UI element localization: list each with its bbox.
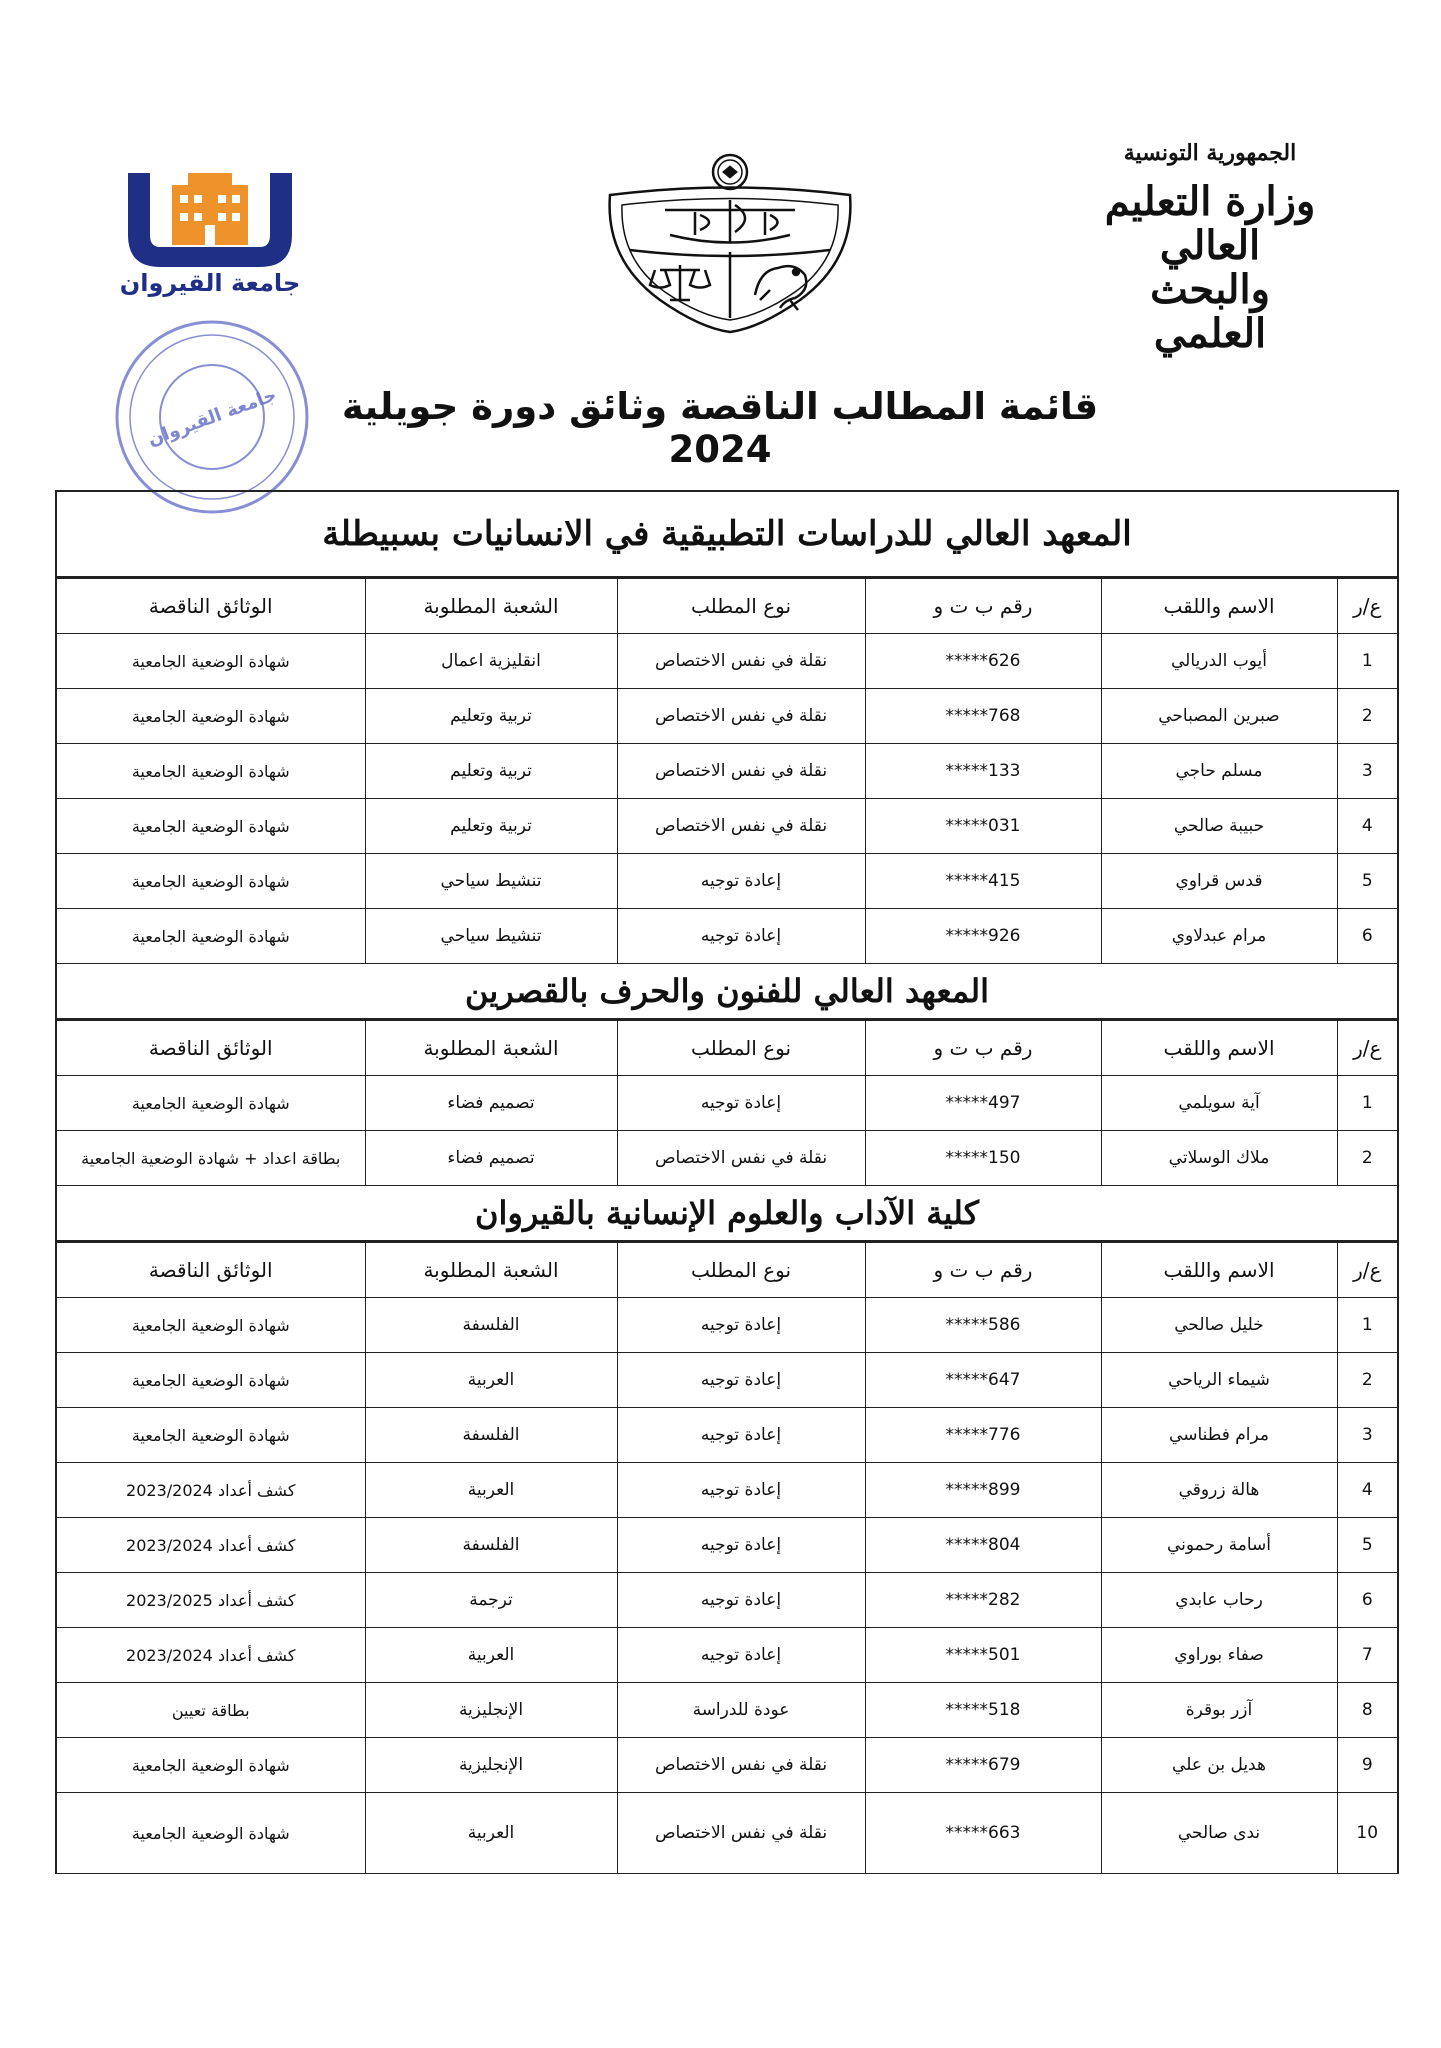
student-name: شيماء الرياحي [1101,1353,1337,1408]
student-name: مرام عبدلاوي [1101,909,1337,964]
request-type: إعادة توجيه [617,854,865,909]
sections-container [57,492,1397,1874]
requested-branch: العربية [365,1793,617,1874]
table-row [57,1408,1397,1463]
request-type: نقلة في نفس الاختصاص [617,689,865,744]
row-number: 10 [1337,1793,1397,1874]
student-id: *****415 [865,854,1101,909]
header-missing-docs: الوثائق الناقصة [57,1243,365,1298]
student-id: *****663 [865,1793,1101,1874]
header-number: ع/ر [1337,1021,1397,1076]
student-id: *****768 [865,689,1101,744]
table-row [57,689,1397,744]
request-type: إعادة توجيه [617,1076,865,1131]
requested-branch: الفلسفة [365,1518,617,1573]
row-number: 8 [1337,1683,1397,1738]
request-type: إعادة توجيه [617,1408,865,1463]
student-name: هديل بن علي [1101,1738,1337,1793]
student-id: *****518 [865,1683,1101,1738]
row-number: 7 [1337,1628,1397,1683]
missing-documents: كشف أعداد 2023/2025 [57,1573,365,1628]
header-id: رقم ب ت و [865,579,1101,634]
header-name: الاسم واللقب [1101,579,1337,634]
header-request-type: نوع المطلب [617,1243,865,1298]
stamp-text: جامعة القيروان [144,384,280,451]
table-row [57,854,1397,909]
header-row [57,1243,1397,1298]
student-id: *****647 [865,1353,1101,1408]
row-number: 1 [1337,1076,1397,1131]
request-type: إعادة توجيه [617,1463,865,1518]
missing-documents: شهادة الوضعية الجامعية [57,1353,365,1408]
missing-documents: شهادة الوضعية الجامعية [57,909,365,964]
missing-documents: كشف أعداد 2023/2024 [57,1463,365,1518]
table-row [57,1353,1397,1408]
row-number: 4 [1337,799,1397,854]
student-id: *****150 [865,1131,1101,1186]
table-row [57,1298,1397,1353]
request-type: عودة للدراسة [617,1683,865,1738]
request-type: إعادة توجيه [617,909,865,964]
request-type: نقلة في نفس الاختصاص [617,634,865,689]
table-row [57,909,1397,964]
requested-branch: تربية وتعليم [365,744,617,799]
section-title: المعهد العالي للدراسات التطبيقية في الانسانيات بسبيطلة [57,492,1397,578]
row-number: 6 [1337,909,1397,964]
row-number: 1 [1337,634,1397,689]
university-logo-text: جامعة القيروان [119,269,301,297]
header-id: رقم ب ت و [865,1243,1101,1298]
student-id: *****282 [865,1573,1101,1628]
table-row [57,1738,1397,1793]
requested-branch: الإنجليزية [365,1738,617,1793]
requested-branch: تنشيط سياحي [365,854,617,909]
request-type: إعادة توجيه [617,1298,865,1353]
missing-documents: كشف أعداد 2023/2024 [57,1518,365,1573]
requested-branch: تنشيط سياحي [365,909,617,964]
header-missing-docs: الوثائق الناقصة [57,579,365,634]
student-id: *****804 [865,1518,1101,1573]
request-type: نقلة في نفس الاختصاص [617,1793,865,1874]
row-number: 9 [1337,1738,1397,1793]
header-request-type: نوع المطلب [617,1021,865,1076]
header-row [57,579,1397,634]
ministry-name-line2: والبحث العلمي [1150,266,1270,357]
header-name: الاسم واللقب [1101,1021,1337,1076]
table-row [57,1518,1397,1573]
requested-branch: الفلسفة [365,1408,617,1463]
student-name: ملاك الوسلاتي [1101,1131,1337,1186]
header-branch: الشعبة المطلوبة [365,1243,617,1298]
row-number: 3 [1337,1408,1397,1463]
missing-documents: شهادة الوضعية الجامعية [57,634,365,689]
requested-branch: تصميم فضاء [365,1131,617,1186]
university-logo [110,165,310,300]
student-name: ندى صالحي [1101,1793,1337,1874]
table-row [57,1463,1397,1518]
requested-branch: الفلسفة [365,1298,617,1353]
missing-documents: شهادة الوضعية الجامعية [57,1298,365,1353]
row-number: 4 [1337,1463,1397,1518]
header-branch: الشعبة المطلوبة [365,1021,617,1076]
requested-branch: العربية [365,1353,617,1408]
student-name: حبيبة صالحي [1101,799,1337,854]
table-row [57,1573,1397,1628]
student-id: *****899 [865,1463,1101,1518]
student-id: *****776 [865,1408,1101,1463]
table-row [57,744,1397,799]
row-number: 2 [1337,1353,1397,1408]
requested-branch: ترجمة [365,1573,617,1628]
header-number: ع/ر [1337,579,1397,634]
student-name: آزر بوقرة [1101,1683,1337,1738]
student-name: صفاء بوراوي [1101,1628,1337,1683]
header-name: الاسم واللقب [1101,1243,1337,1298]
requests-table [55,490,1399,1874]
requested-branch: الإنجليزية [365,1683,617,1738]
row-number: 5 [1337,1518,1397,1573]
request-type: نقلة في نفس الاختصاص [617,1738,865,1793]
request-type: نقلة في نفس الاختصاص [617,799,865,854]
header-branch: الشعبة المطلوبة [365,579,617,634]
student-id: *****626 [865,634,1101,689]
header-number: ع/ر [1337,1243,1397,1298]
student-name: هالة زروقي [1101,1463,1337,1518]
requested-branch: تصميم فضاء [365,1076,617,1131]
table-row [57,1683,1397,1738]
requested-branch: تربية وتعليم [365,799,617,854]
student-name: أسامة رحموني [1101,1518,1337,1573]
header-id: رقم ب ت و [865,1021,1101,1076]
header-missing-docs: الوثائق الناقصة [57,1021,365,1076]
missing-documents: شهادة الوضعية الجامعية [57,1793,365,1874]
table-row [57,1076,1397,1131]
student-name: مرام فطناسي [1101,1408,1337,1463]
ministry-header [1090,140,1330,356]
header-row [57,1021,1397,1076]
table-row [57,799,1397,854]
section-table [57,1242,1397,1874]
missing-documents: بطاقة اعداد + شهادة الوضعية الجامعية [57,1131,365,1186]
student-name: أيوب الدريالي [1101,634,1337,689]
missing-documents: شهادة الوضعية الجامعية [57,1408,365,1463]
table-row [57,1628,1397,1683]
request-type: إعادة توجيه [617,1628,865,1683]
missing-documents: بطاقة تعيين [57,1683,365,1738]
document-title: قائمة المطالب الناقصة وثائق دورة جويلية 2024 [341,385,1099,471]
section-title: المعهد العالي للفنون والحرف بالقصرين [57,964,1397,1020]
missing-documents: شهادة الوضعية الجامعية [57,1738,365,1793]
ministry-name-line1: وزارة التعليم العالي [1104,178,1316,269]
student-name: آية سويلمي [1101,1076,1337,1131]
student-id: *****497 [865,1076,1101,1131]
request-type: نقلة في نفس الاختصاص [617,744,865,799]
section-title: كلية الآداب والعلوم الإنسانية بالقيروان [57,1186,1397,1242]
missing-documents: شهادة الوضعية الجامعية [57,744,365,799]
request-type: إعادة توجيه [617,1353,865,1408]
requested-branch: العربية [365,1628,617,1683]
row-number: 6 [1337,1573,1397,1628]
header-request-type: نوع المطلب [617,579,865,634]
student-name: خليل صالحي [1101,1298,1337,1353]
missing-documents: كشف أعداد 2023/2024 [57,1628,365,1683]
missing-documents: شهادة الوضعية الجامعية [57,799,365,854]
requested-branch: انقليزية اعمال [365,634,617,689]
student-id: *****031 [865,799,1101,854]
student-id: *****586 [865,1298,1101,1353]
student-id: *****133 [865,744,1101,799]
missing-documents: شهادة الوضعية الجامعية [57,1076,365,1131]
student-name: قدس قراوي [1101,854,1337,909]
row-number: 2 [1337,1131,1397,1186]
section-table [57,578,1397,964]
request-type: نقلة في نفس الاختصاص [617,1131,865,1186]
missing-documents: شهادة الوضعية الجامعية [57,854,365,909]
row-number: 3 [1337,744,1397,799]
country-name: الجمهورية التونسية [1123,140,1297,166]
requested-branch: العربية [365,1463,617,1518]
student-id: *****679 [865,1738,1101,1793]
row-number: 1 [1337,1298,1397,1353]
table-row [57,634,1397,689]
coat-of-arms-emblem [600,150,860,335]
table-row [57,1793,1397,1874]
table-row [57,1131,1397,1186]
row-number: 2 [1337,689,1397,744]
student-name: صبرين المصباحي [1101,689,1337,744]
request-type: إعادة توجيه [617,1573,865,1628]
requested-branch: تربية وتعليم [365,689,617,744]
student-name: رحاب عابدي [1101,1573,1337,1628]
student-id: *****501 [865,1628,1101,1683]
student-id: *****926 [865,909,1101,964]
missing-documents: شهادة الوضعية الجامعية [57,689,365,744]
section-table [57,1020,1397,1186]
request-type: إعادة توجيه [617,1518,865,1573]
row-number: 5 [1337,854,1397,909]
student-name: مسلم حاجي [1101,744,1337,799]
